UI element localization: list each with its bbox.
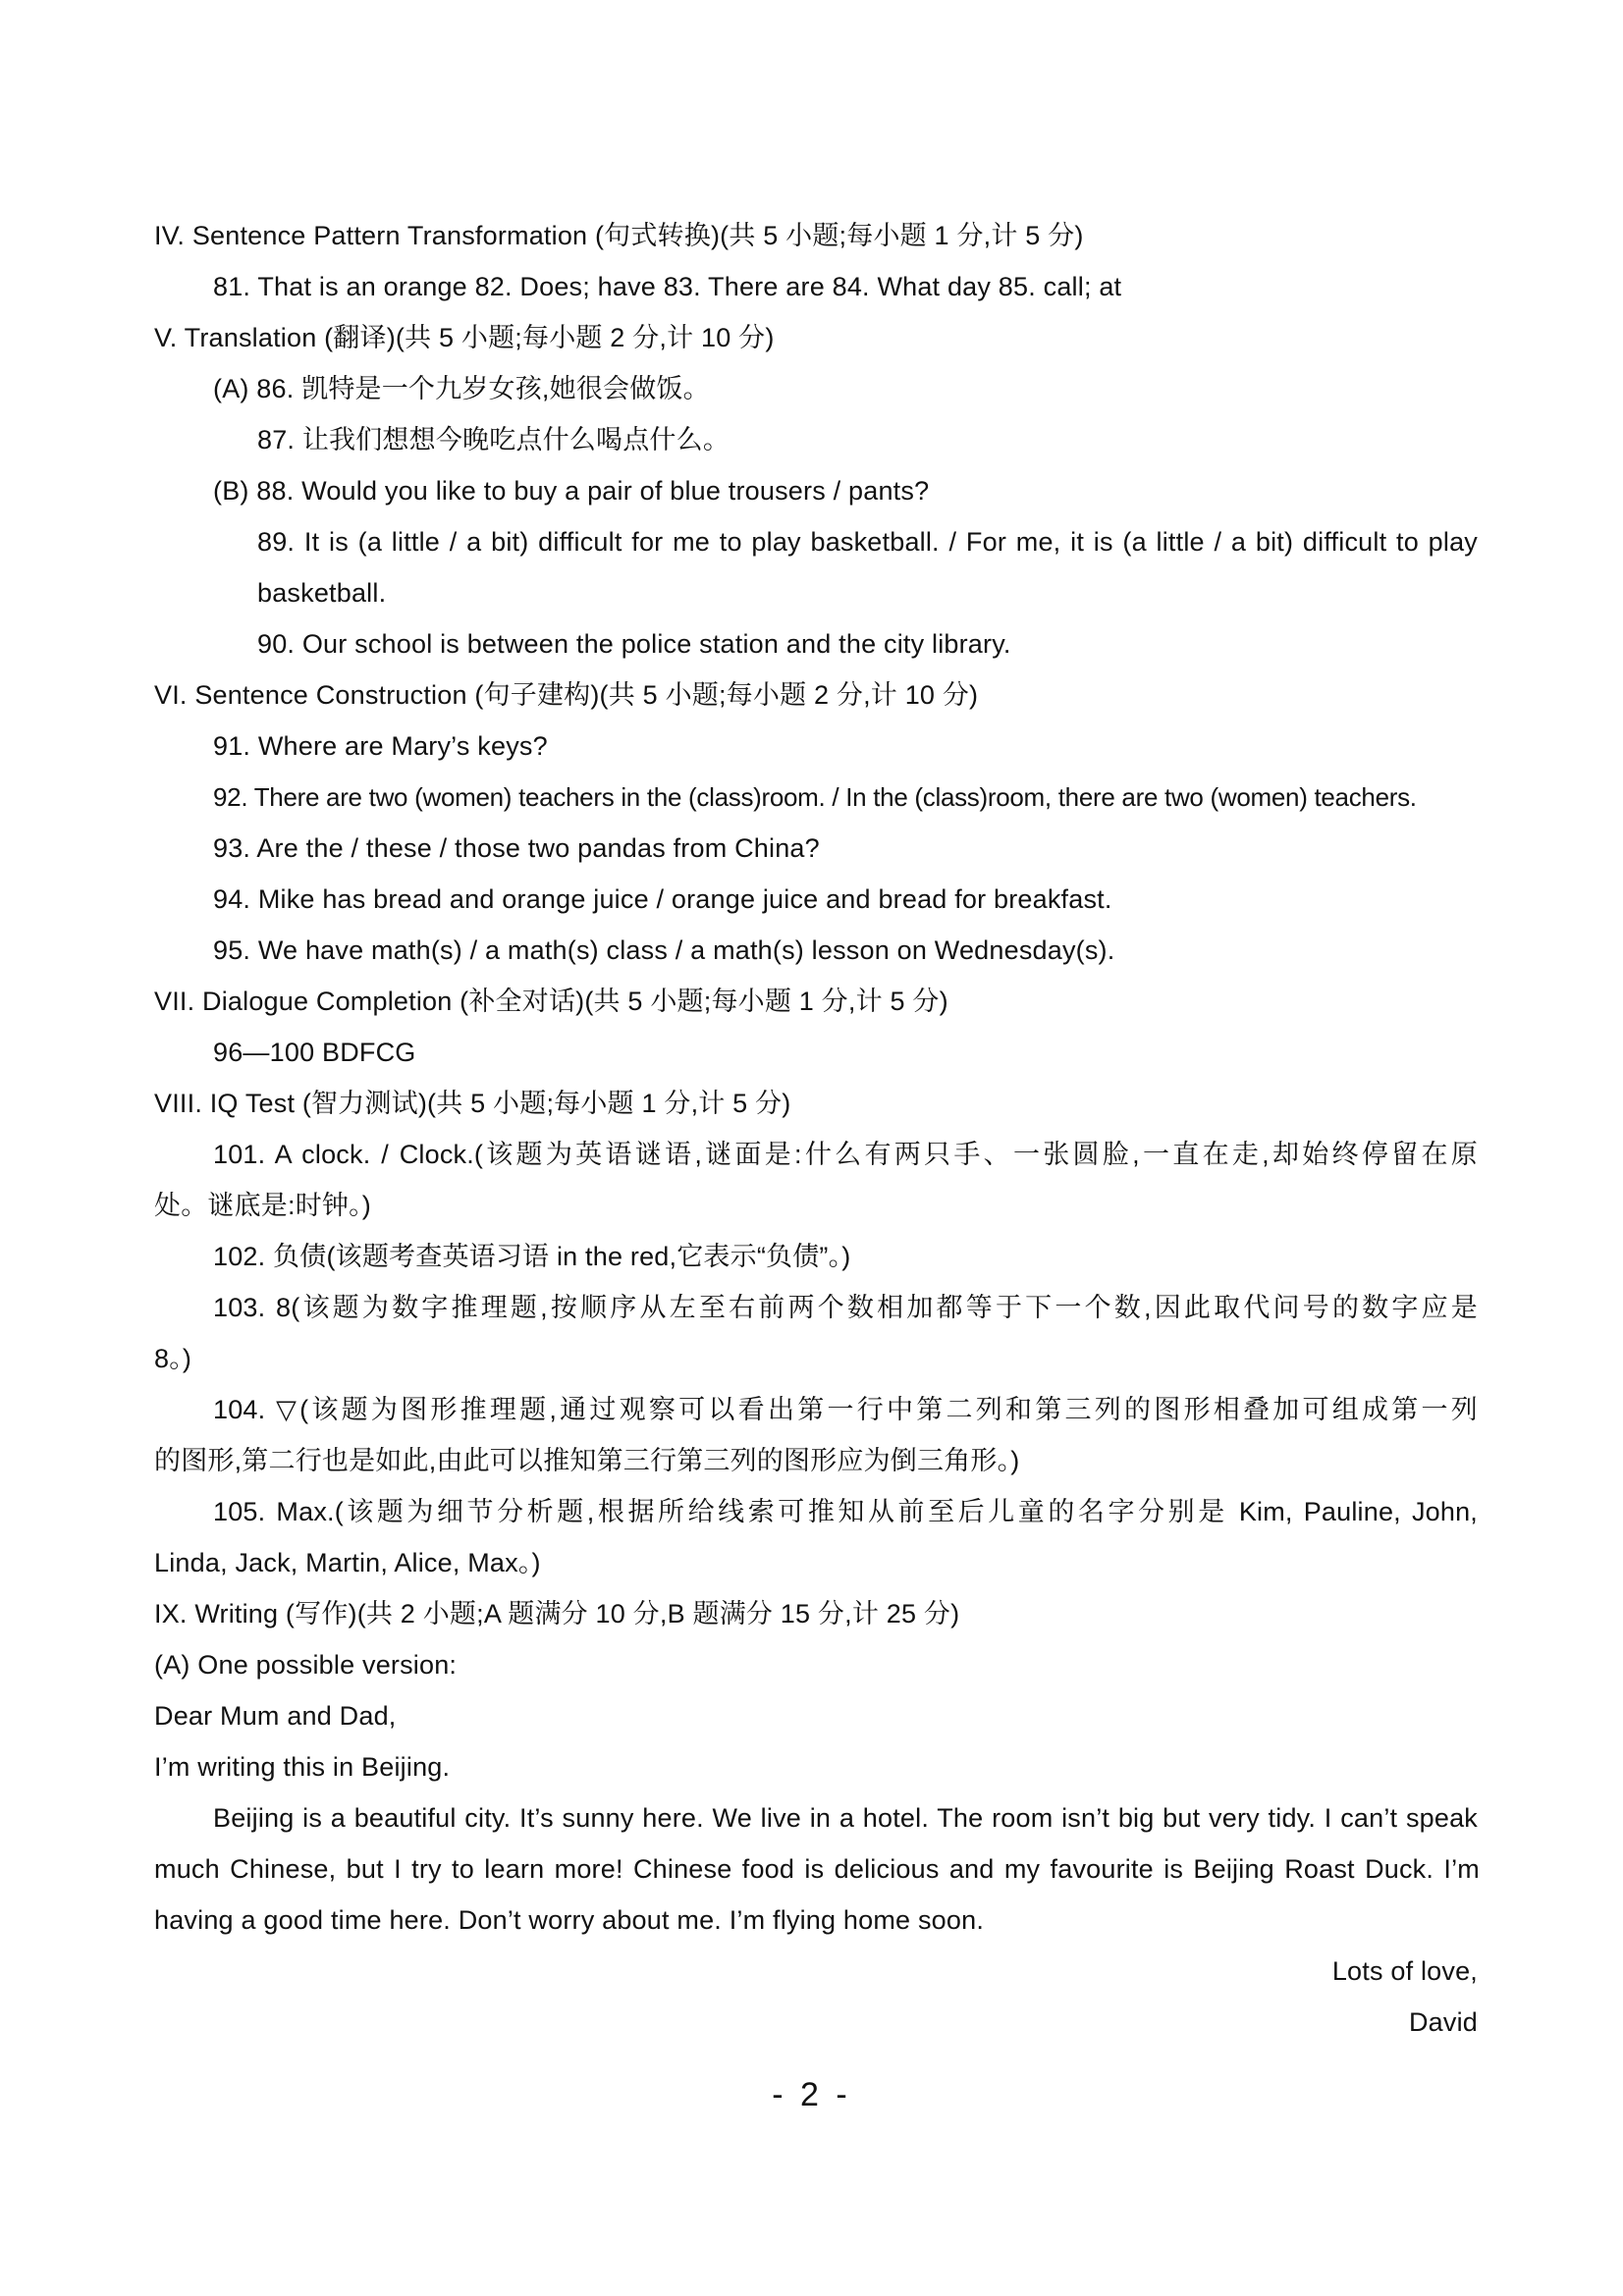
writing-version-label: (A) One possible version: — [154, 1650, 458, 1680]
answer-104-line2: 的图形,第二行也是如此,由此可以推知第三行第三列的图形应为倒三角形。) — [154, 1446, 1020, 1475]
letter-greeting: Dear Mum and Dad, — [154, 1701, 397, 1731]
answer-101-line1: 101. A clock. / Clock.(该题为英语谜语,谜面是:什么有两只手、一张圆脸,一直在走,却始终停留在原 — [213, 1140, 1478, 1169]
letter-body-line1: Beijing is a beautiful city. It’s sunny here. We live in a hotel. The room isn’t big but very tidy. I can’t speak — [213, 1803, 1478, 1833]
answer-88: (B) 88. Would you like to buy a pair of blue trousers / pants? — [213, 476, 930, 506]
answer-103-line1: 103. 8(该题为数字推理题,按顺序从左至右前两个数相加都等于下一个数,因此取代问号的数字应是 — [213, 1293, 1478, 1322]
letter-body-line2: much Chinese, but I try to learn more! Chinese food is delicious and my favourite is Beijing Roast Duck. I’m — [154, 1854, 1480, 1884]
answer-94: 94. Mike has bread and orange juice / orange juice and bread for breakfast. — [213, 884, 1112, 914]
answer-101-line2: 处。谜底是:时钟。) — [154, 1191, 371, 1220]
answer-103-line2: 8。) — [154, 1344, 192, 1373]
page-number: - 2 - — [772, 2076, 851, 2113]
answer-104-line1: 104. ▽(该题为图形推理题,通过观察可以看出第一行中第二列和第三列的图形相叠加可组成第一列 — [213, 1395, 1478, 1424]
section-vii-heading: VII. Dialogue Completion (补全对话)(共 5 小题;每小题 1 分,计 5 分) — [154, 987, 948, 1016]
answer-86: (A) 86. 凯特是一个九岁女孩,她很会做饭。 — [213, 374, 710, 403]
answer-95: 95. We have math(s) / a math(s) class / a math(s) lesson on Wednesday(s). — [213, 935, 1115, 965]
section-vii-answers: 96—100 BDFCG — [213, 1038, 416, 1067]
letter-signature: David — [1408, 2007, 1478, 2037]
section-vi-heading: VI. Sentence Construction (句子建构)(共 5 小题;每小题 2 分,计 10 分) — [154, 680, 979, 710]
answer-105-line2: Linda, Jack, Martin, Alice, Max。) — [154, 1548, 541, 1577]
letter-closing: Lots of love, — [1331, 1956, 1478, 1986]
letter-opening: I’m writing this in Beijing. — [154, 1752, 451, 1782]
answer-92: 92. There are two (women) teachers in the (class)room. / In the (class)room, there are two (women) teachers. — [213, 782, 1417, 812]
letter-body-line3: having a good time here. Don’t worry about me. I’m flying home soon. — [154, 1905, 985, 1935]
answer-89-line2: basketball. — [257, 578, 387, 608]
section-viii-heading: VIII. IQ Test (智力测试)(共 5 小题;每小题 1 分,计 5 分) — [154, 1089, 791, 1118]
section-ix-heading: IX. Writing (写作)(共 2 小题;A 题满分 10 分,B 题满分 15 分,计 25 分) — [154, 1599, 960, 1629]
answer-87: 87. 让我们想想今晚吃点什么喝点什么。 — [257, 425, 730, 454]
answer-91: 91. Where are Mary’s keys? — [213, 731, 548, 761]
answer-93: 93. Are the / these / those two pandas from China? — [213, 833, 820, 863]
section-iv-answers: 81. That is an orange 82. Does; have 83. There are 84. What day 85. call; at — [213, 272, 1122, 301]
answer-90: 90. Our school is between the police station and the city library. — [257, 629, 1011, 659]
answer-102: 102. 负债(该题考查英语习语 in the red,它表示“负债”。) — [213, 1242, 851, 1271]
answer-89-line1: 89. It is (a little / a bit) difficult for me to play basketball. / For me, it is (a little / a bit) difficult to play — [257, 527, 1478, 557]
section-iv-heading: IV. Sentence Pattern Transformation (句式转换)(共 5 小题;每小题 1 分,计 5 分) — [154, 221, 1084, 250]
section-v-heading: V. Translation (翻译)(共 5 小题;每小题 2 分,计 10 分) — [154, 323, 775, 352]
answer-105-line1: 105. Max.(该题为细节分析题,根据所给线索可推知从前至后儿童的名字分别是 Kim, Pauline, John, — [213, 1497, 1478, 1526]
